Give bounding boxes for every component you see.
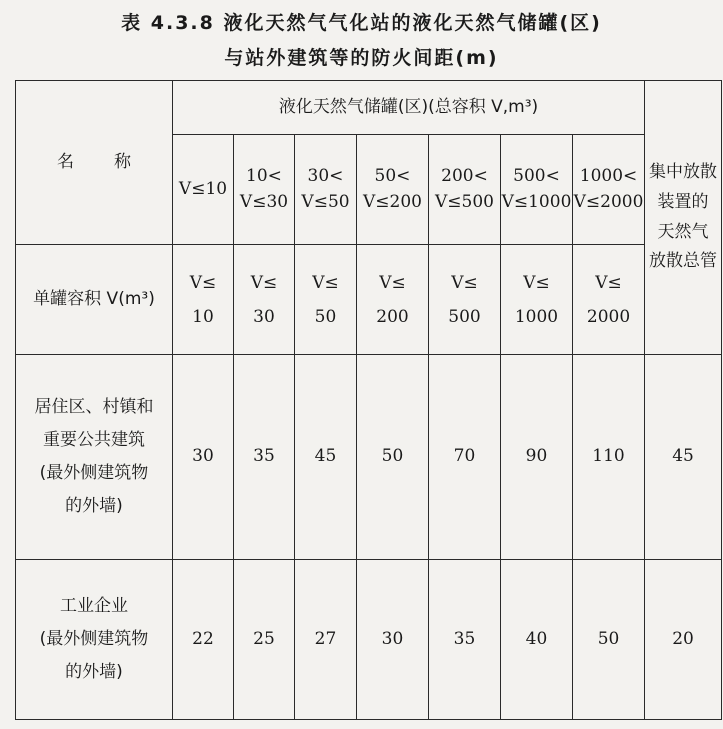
range-header: V≤10 bbox=[173, 135, 234, 245]
row-label-residential: 居住区、村镇和 重要公共建筑 (最外侧建筑物 的外墙) bbox=[16, 355, 173, 560]
vent-header: 集中放散 装置的 天然气 放散总管 bbox=[645, 81, 722, 355]
range-header: 200< V≤500 bbox=[429, 135, 501, 245]
single-tank-cell: V≤ 10 bbox=[173, 245, 234, 355]
single-tank-cell: V≤ 2000 bbox=[573, 245, 645, 355]
single-tank-cell: V≤ 50 bbox=[295, 245, 357, 355]
single-tank-cell: V≤ 200 bbox=[357, 245, 429, 355]
tank-group-header: 液化天然气储罐(区)(总容积 V,m³) bbox=[173, 81, 645, 135]
distance-cell: 90 bbox=[501, 355, 573, 560]
range-header: 500< V≤1000 bbox=[501, 135, 573, 245]
distance-cell: 35 bbox=[429, 560, 501, 720]
distance-cell: 27 bbox=[295, 560, 357, 720]
distance-cell: 22 bbox=[173, 560, 234, 720]
distance-cell: 45 bbox=[295, 355, 357, 560]
distance-cell: 30 bbox=[357, 560, 429, 720]
distance-cell: 25 bbox=[234, 560, 295, 720]
single-tank-cell: V≤ 30 bbox=[234, 245, 295, 355]
distance-cell: 70 bbox=[429, 355, 501, 560]
distance-cell: 35 bbox=[234, 355, 295, 560]
distance-cell: 50 bbox=[573, 560, 645, 720]
single-tank-label: 单罐容积 V(m³) bbox=[16, 245, 173, 355]
table-title-line-2: 与站外建筑等的防火间距(m) bbox=[224, 47, 499, 69]
range-header: 1000< V≤2000 bbox=[573, 135, 645, 245]
single-tank-cell: V≤ 1000 bbox=[501, 245, 573, 355]
distance-cell-vent: 45 bbox=[645, 355, 722, 560]
range-header: 10< V≤30 bbox=[234, 135, 295, 245]
distance-cell: 40 bbox=[501, 560, 573, 720]
single-tank-cell: V≤ 500 bbox=[429, 245, 501, 355]
distance-cell: 50 bbox=[357, 355, 429, 560]
distance-cell-vent: 20 bbox=[645, 560, 722, 720]
row-label-industrial: 工业企业 (最外侧建筑物 的外墙) bbox=[16, 560, 173, 720]
range-header: 30< V≤50 bbox=[295, 135, 357, 245]
distance-cell: 110 bbox=[573, 355, 645, 560]
fire-distance-table bbox=[15, 80, 722, 720]
name-header: 名称 bbox=[16, 81, 173, 245]
range-header: 50< V≤200 bbox=[357, 135, 429, 245]
distance-cell: 30 bbox=[173, 355, 234, 560]
table-title-line-1: 表 4.3.8 液化天然气气化站的液化天然气储罐(区) bbox=[121, 12, 602, 34]
